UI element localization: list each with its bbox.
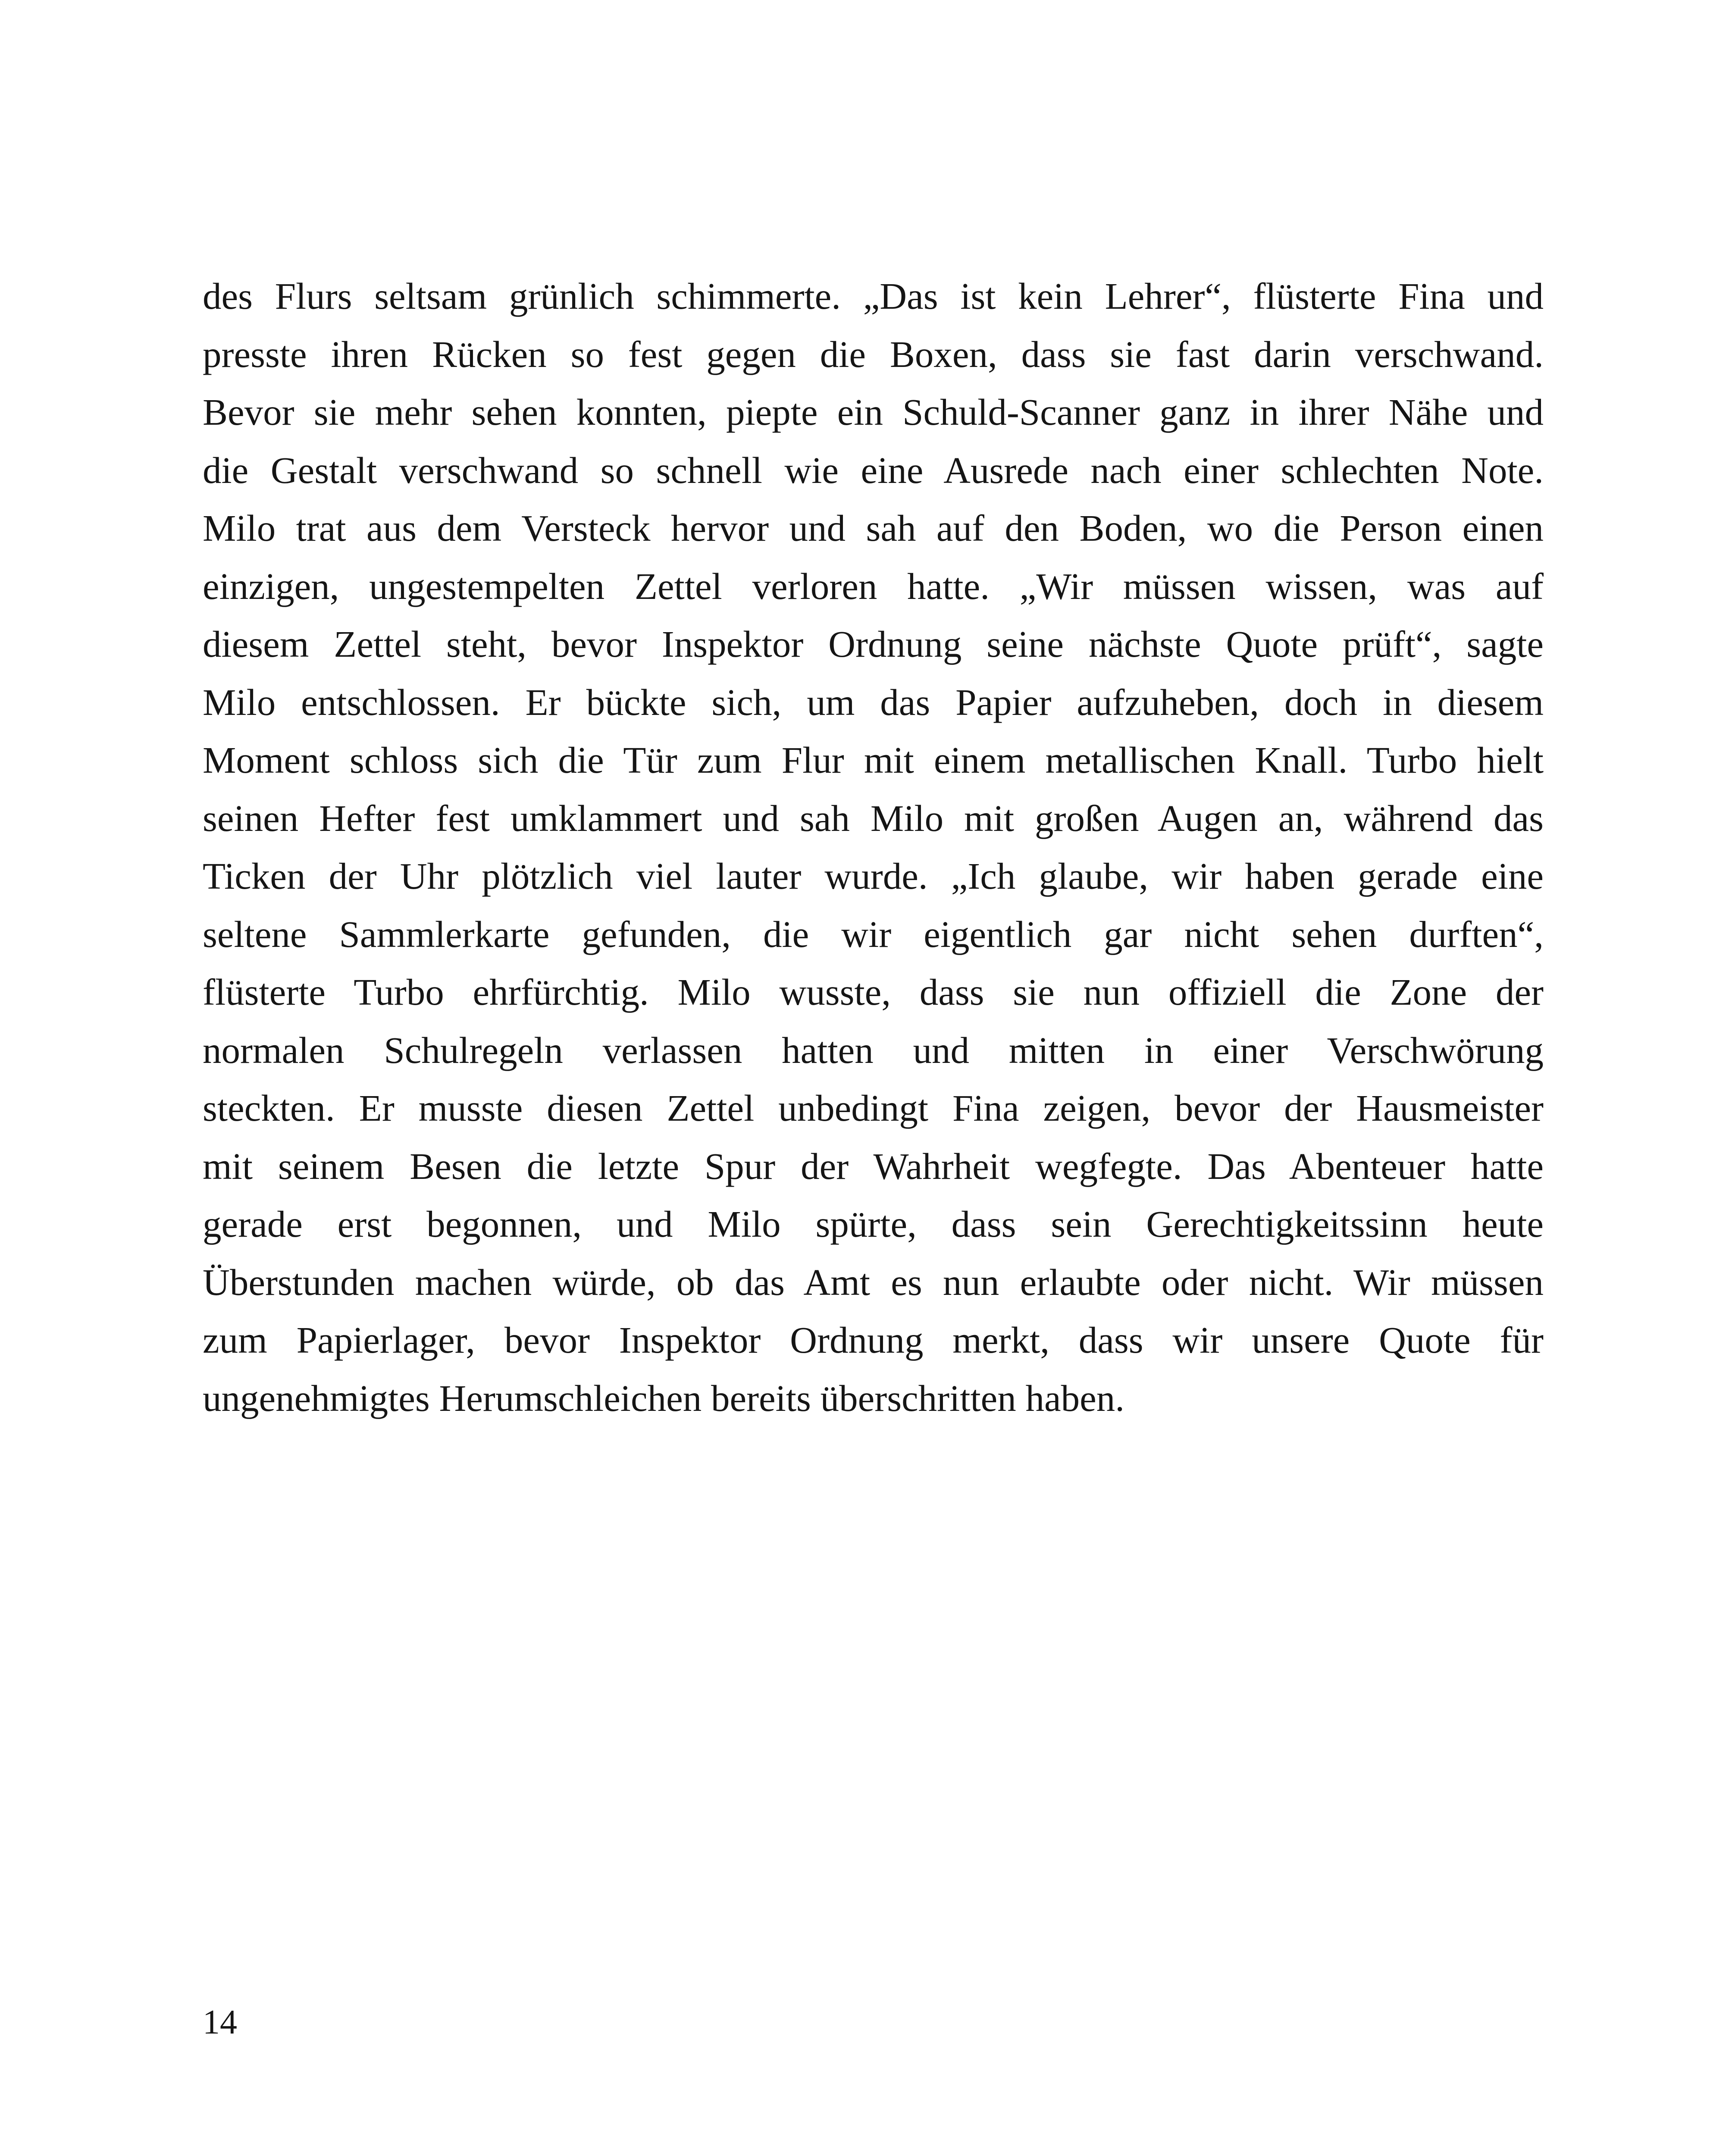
text-line: Bevor sie mehr sehen konnten, piepte ein Schuld-Scanner ganz in ihrer Nähe und	[203, 391, 1544, 433]
text-line: steckten. Er musste diesen Zettel unbedingt Fina zeigen, bevor der Hausmeister	[203, 1087, 1544, 1129]
text-line: die Gestalt verschwand so schnell wie eine Ausrede nach einer schlechten Note.	[203, 449, 1544, 491]
page-number: 14	[203, 2003, 237, 2041]
text-line: gerade erst begonnen, und Milo spürte, dass sein Gerechtigkeitssinn heute	[203, 1203, 1544, 1245]
text-line: flüsterte Turbo ehrfürchtig. Milo wusste, dass sie nun offiziell die Zone der	[203, 971, 1544, 1013]
text-line: Moment schloss sich die Tür zum Flur mit einem metallischen Knall. Turbo hielt	[203, 739, 1544, 781]
text-line: einzigen, ungestempelten Zettel verloren hatte. „Wir müssen wissen, was auf	[203, 565, 1544, 607]
text-line: seinen Hefter fest umklammert und sah Milo mit großen Augen an, während das	[203, 797, 1544, 839]
text-line: zum Papierlager, bevor Inspektor Ordnung merkt, dass wir unsere Quote für	[203, 1319, 1544, 1361]
text-line: presste ihren Rücken so fest gegen die Boxen, dass sie fast darin verschwand.	[203, 333, 1544, 375]
text-line: seltene Sammlerkarte gefunden, die wir eigentlich gar nicht sehen durften“,	[203, 913, 1544, 955]
text-line: diesem Zettel steht, bevor Inspektor Ordnung seine nächste Quote prüft“, sagte	[203, 623, 1544, 665]
text-line: Ticken der Uhr plötzlich viel lauter wurde. „Ich glaube, wir haben gerade eine	[203, 855, 1544, 897]
text-line: Überstunden machen würde, ob das Amt es nun erlaubte oder nicht. Wir müssen	[203, 1261, 1544, 1303]
text-line: mit seinem Besen die letzte Spur der Wahrheit wegfegte. Das Abenteuer hatte	[203, 1145, 1544, 1187]
body-paragraph	[203, 267, 1544, 1427]
text-line: des Flurs seltsam grünlich schimmerte. „Das ist kein Lehrer“, flüsterte Fina und	[203, 275, 1544, 317]
text-line: Milo trat aus dem Versteck hervor und sah auf den Boden, wo die Person einen	[203, 507, 1544, 549]
text-line: Milo entschlossen. Er bückte sich, um das Papier aufzuheben, doch in diesem	[203, 681, 1544, 723]
text-line-last: ungenehmigtes Herumschleichen bereits überschritten haben.	[203, 1377, 1124, 1419]
text-line: normalen Schulregeln verlassen hatten und mitten in einer Verschwörung	[203, 1029, 1544, 1071]
